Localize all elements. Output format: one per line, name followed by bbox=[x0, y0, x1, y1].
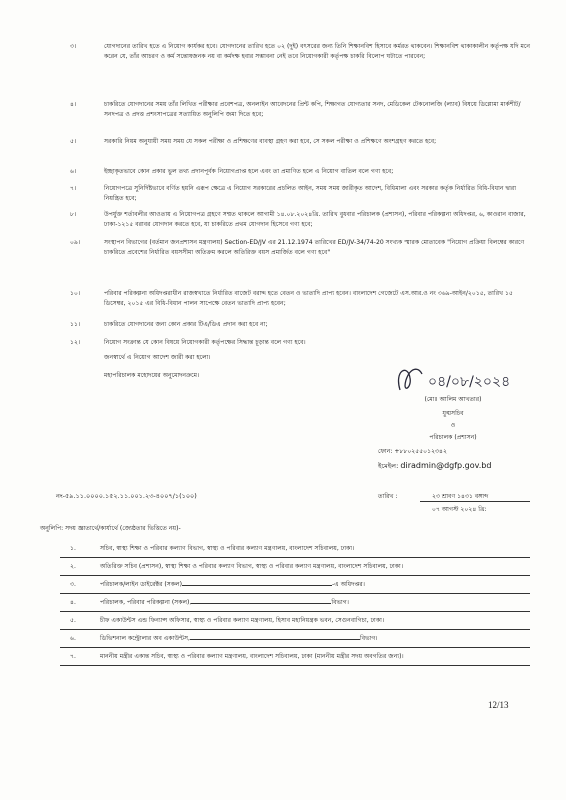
condition-text: যোগদানের তারিখ হতে এ নিয়োগ কার্যকর হবে। যোগদানের তারিখ হতে ০২ (দুই) বৎসরের জন্য তিনি শিক্ষানবিশ হিসাবে কর্মরত থাকবেন। শিক্ষানবিশ থাকাকালীন কর্তৃপক্ষ যদি মনে করেন যে, তাঁর আচরণ ও কর্ম সন্তোষজনক নয় বা কর্মদক্ষ হবার সম্ভাবনা নেই তবে নিয়োগকারী কর্তৃপক্ষ চাকরি বিলোপ ঘটাতে পারবেন; bbox=[104, 43, 530, 60]
cc-heading-text: অনুলিপি: সদয় জ্ঞাতার্থে/কার্যার্থে (জ্যেষ্ঠতার ভিত্তিতে নয়)- bbox=[40, 525, 181, 532]
signatory-title: যুগ্মসচিব bbox=[442, 410, 464, 417]
condition-number: ০৯। bbox=[70, 239, 81, 246]
signatory-name: (মোঃ আলিম আখতার) bbox=[424, 396, 482, 403]
blank-line bbox=[190, 639, 360, 640]
cc-divider bbox=[60, 647, 530, 648]
cc-divider bbox=[60, 611, 530, 612]
cc-divider bbox=[60, 575, 530, 576]
email-label: ইমেইল: bbox=[378, 462, 399, 470]
condition-text: চাকরিতে যোগদানের সময় তাঁর লিখিত পরীক্ষার প্রবেশপত্র, অনলাইন আবেদনের প্রিন্ট কপি, শিক্ষাগত যোগ্যতার সনদ, মেডিকেল টেকনোলজি (ল্যাব) বিষয়ে ডিপ্লোমা মার্কশীট/সনদপত্র ও প্রদত্ত প্রশংসাপত্রের সত্যায়িত অনুলিপি জমা দিতে হবে; bbox=[104, 101, 521, 118]
signature-date: ০৪/০৮/২০২৪ bbox=[428, 374, 511, 390]
condition-text: উপর্যুক্ত শর্তাবলীর আওতায় এ নিয়োগপত্র গ্রহণে সম্মত থাকলে আগামী ১৪.০৮.২০২৪খ্রি. তারিখ বুধবার পরিচালক (প্রশাসন), পরিবার পরিকল্পনা অধিদপ্তর, ৬, কাওরান বাজার, ঢাকা-১২১৫ বরাবর যোগদান করতে হবে, যা চাকরিতে প্রথম যোগদান হিসেবে গণ্য হবে; bbox=[104, 211, 526, 228]
condition-number: ১২। bbox=[70, 339, 81, 346]
cc-divider bbox=[60, 593, 530, 594]
condition-text: নিয়োগপত্রে সুনির্দিষ্টভাবে বর্ণিত হয়নি এরূপ ক্ষেত্রে এ নিয়োগ সরকারের প্রচলিত আইন, সময় সময় জারীকৃত আদেশ, বিধিমালা এবং সরকার কর্তৃক নির্ধারিত বিধি-বিধান দ্বারা নিয়ন্ত্রিত হবে; bbox=[104, 185, 516, 202]
closing-line-2: মহাপরিচালক মহোদয়ের অনুমোদনক্রমে। bbox=[104, 372, 200, 379]
memo-number: নং-৫৯.১১.০০০০.১৫২.১১.০০১.২৩-৪০০৭/১(১০০) bbox=[56, 492, 197, 500]
cc-divider bbox=[60, 557, 530, 558]
condition-number: ৭। bbox=[70, 185, 77, 192]
date-bangla: ২৩ শ্রাবণ ১৪৩১ বঙ্গাব্দ bbox=[432, 493, 489, 500]
condition-text: চাকরিতে যোগদানের জন্য কোন প্রকার টিএ/ডিএ প্রদান করা হবে না; bbox=[104, 321, 268, 328]
blank-line bbox=[191, 603, 331, 604]
cc-divider bbox=[60, 665, 530, 666]
condition-text: নিয়োগ সংক্রান্ত যে কোন বিষয়ে নিয়োগকারী কর্তৃপক্ষের সিদ্ধান্ত চূড়ান্ত বলে গণ্য হবে। bbox=[104, 339, 306, 346]
blank-line bbox=[182, 585, 332, 586]
email-value: diradmin@dgfp.gov.bd bbox=[400, 461, 492, 470]
cc-heading bbox=[40, 524, 530, 534]
page-number: 12/13 bbox=[488, 700, 509, 710]
date-divider bbox=[420, 501, 530, 502]
condition-number: ১১। bbox=[70, 321, 81, 328]
signatory-and: ও bbox=[450, 422, 456, 429]
date-english: ০৭ আগস্ট ২০২৪ খ্রি: bbox=[432, 506, 487, 513]
condition-text: ইচ্ছাকৃতভাবে কোন প্রকার ভুল তথ্য প্রদানপূর্বক নিয়োগপ্রাপ্ত হলে এবং তা প্রমাণিত হলে এ নিয়োগ বাতিল বলে গণ্য হবে; bbox=[104, 168, 394, 175]
date-label: তারিখ : bbox=[378, 493, 398, 500]
condition-number: ৩। bbox=[70, 43, 77, 50]
phone-label: ফোন: bbox=[378, 448, 393, 455]
condition-number: ৮। bbox=[70, 211, 77, 218]
cc-divider bbox=[60, 629, 530, 630]
condition-number: ৪। bbox=[70, 101, 77, 108]
condition-number: ১০। bbox=[70, 290, 81, 297]
phone-row bbox=[378, 446, 528, 457]
phone-value: +৮৮০২৫৫০১২৩৪২ bbox=[394, 448, 447, 455]
condition-text: সরকারি নিয়ম অনুযায়ী সময় সময় যে সকল পরীক্ষা ও প্রশিক্ষণের ব্যবস্থা গ্রহণ করা হবে, সে সকল পরীক্ষা ও প্রশিক্ষণে অংশগ্রহণ করতে হবে; bbox=[104, 138, 437, 145]
document-page: ৩। যোগদানের তারিখ হতে এ নিয়োগ কার্যকর হবে। যোগদানের তারিখ হতে ০২ (দুই) বৎসরের জন্য তিনি শিক্ষানবিশ হিসাবে কর্মরত থাকবেন। শিক্ষানবিশ থাকাকালীন কর্তৃপক্ষ যদি মনে করেন যে, তাঁর আচরণ ও কর্ম সন্তোষজনক নয় বা কর্মদক্ষ হবার সম্ভাবনা নেই তবে নিয়োগকারী কর্তৃপক্ষ চাকরি বিলোপ ঘটাতে পারবেন; ৪। চাকরিতে যোগদানের সময় তাঁর লিখিত পরীক্ষার প্রবেশপত্র, অনলাইন আবেদনের প্রিন্ট কপি, শিক্ষাগত যোগ্যতার সনদ, মেডিকেল টেকনোলজি (ল্যাব) বিষয়ে ডিপ্লোমা মার্কশীট/সনদপত্র ও প্রদত্ত প্রশংসাপত্রের সত্যায়িত অনুলিপি জমা দিতে হবে; ৫। সরকারি নিয়ম অনুযায়ী সময় সময় যে সকল পরীক্ষা ও প্রশিক্ষণের ব্যবস্থা গ্রহণ করা হবে, সে সকল পরীক্ষা ও প্রশিক্ষণে অংশগ্রহণ করতে হবে; ৬। ইচ্ছাকৃতভাবে কোন প্রকার ভুল তথ্য প্রদানপূর্বক নিয়োগপ্রাপ্ত হলে এবং তা প্রমাণিত হলে এ নিয়োগ বাতিল বলে গণ্য হবে; ৭। নিয়োগপত্রে সুনির্দিষ্টভাবে বর্ণিত হয়নি এরূপ ক্ষেত্রে এ নিয়োগ সরকারের প্রচলিত আইন, সময় সময় জারীকৃত আদেশ, বিধিমালা এবং সরকার কর্তৃক নির্ধারিত বিধি-বিধান দ্বারা নিয়ন্ত্রিত হবে; ৮। উপর্যুক্ত শর্তাবলীর আওতায় এ নিয়োগপত্র গ্রহণে সম্মত থাকলে আগামী ১৪.০৮.২০২৪খ্রি. তারিখ বুধবার পরিচালক (প্রশাসন), পরিবার পরিকল্পনা অধিদপ্তর, ৬, কাওরান বাজার, ঢাকা-১২১৫ বরাবর যোগদান করতে হবে, যা চাকরিতে প্রথম যোগদান হিসেবে গণ্য হবে; ০৯। সংস্থাপন বিভাগের (বর্তমান জনপ্রশাসন মন্ত্রণালয়) Section-ED/JV এর 21.12.1974 তারিখের ED/JV-34/74-20 সংখ্যক স্মারক মোতাবেক "নিয়োগ প্রক্রিয়া বিলম্বের কারণে চাকরিতে প্রবেশের নির্ধারিত বয়সসীমা অতিক্রম করলে অতিরিক্ত বয়স প্রমার্জিত বলে গণ্য হবে" ১০। পরিবার পরিকল্পনা অধিদপ্তরাধীন রাজস্বখাতে নির্ধারিত বাজেট বরাদ্দ হতে বেতন ও ভাতাদি প্রাপ্য হবেন। বাংলাদেশ গেজেটে এস.আর.ও নং ৩৬৯-আইন/২০১৫, তারিখ ১৫ ডিসেম্বর, ২০১৫ এর বিধি-বিধান পালন সাপেক্ষে বেতন ভাতাদি প্রাপ্য হবেন; ১১। চাকরিতে যোগদানের জন্য কোন প্রকার টিএ/ডিএ প্রদান করা হবে না; ১২। নিয়োগ সংক্রান্ত যে কোন বিষয়ে নিয়োগকারী কর্তৃপক্ষের সিদ্ধান্ত চূড়ান্ত বলে গণ্য হবে। জনস্বার্থে এ নিয়োগ আদেশ জারী করা হলো। মহাপরিচালক মহোদয়ের অনুমোদনক্রমে। ০৪/০৮/২০২৪ (মোঃ আলিম আখতার) যুগ্মসচিব ও পরিচালক (প্রশাসন) ফোন: +৮৮০২৫৫০১২৩৪২ ইমেইল: diradmin@dgfp.gov.bd নং-৫৯.১১.০০০০.১৫২.১১.০০১.২৩-৪০০৭/১(১০০) তারিখ : ২৩ শ্রাবণ ১৪৩১ বঙ্গাব্দ ০৭ আগস্ট ২০২৪ খ্রি: অনুলিপি: সদয় জ্ঞাতার্থে/কার্যার্থে (জ্যেষ্ঠতার ভিত্তিতে নয়)- ১. সচিব, স্বাস্থ্য শিক্ষা ও পরিবার কল্যাণ বিভাগ, স্বাস্থ্য ও পরিবার কল্যাণ মন্ত্রণালয়, বাংলাদেশ সচিবালয়, ঢাকা। ২. অতিরিক্ত সচিব (প্রশাসন), স্বাস্থ্য শিক্ষা ও পরিবার কল্যাণ বিভাগ, স্বাস্থ্য ও পরিবার কল্যাণ মন্ত্রণালয়, বাংলাদেশ সচিবালয়, ঢাকা। ৩. পরিচালক/লাইন ডাইরেক্টর (সকল) -এ অধিদপ্তর। ৪. পরিচালক, পরিবার পরিকল্পনা (সকল), বিভাগ। ৫. চীফ একাউন্টস এন্ড ফিন্যান্স অফিসার, স্বাস্থ্য ও পরিবার কল্যাণ মন্ত্রণালয়, হিসাব মহানিয়ন্ত্রক ভবন, সেগুনবাগিচা, ঢাকা। ৬. ডিভিশনাল কন্ট্রোলার অব একাউন্টস, বিভাগ। ৭. মাননীয় মন্ত্রীর একান্ত সচিব, স্বাস্থ্য ও পরিবার কল্যাণ মন্ত্রণালয়, বাংলাদেশ সচিবালয়, ঢাকা (মাননীয় মন্ত্রীর সদয় অবগতির জন্য)। 12/13 bbox=[0, 0, 566, 800]
closing-line-1: জনস্বার্থে এ নিয়োগ আদেশ জারী করা হলো। bbox=[104, 354, 211, 361]
condition-text: পরিবার পরিকল্পনা অধিদপ্তরাধীন রাজস্বখাতে নির্ধারিত বাজেট বরাদ্দ হতে বেতন ও ভাতাদি প্রাপ্য হবেন। বাংলাদেশ গেজেটে এস.আর.ও নং ৩৬৯-আইন/২০১৫, তারিখ ১৫ ডিসেম্বর, ২০১৫ এর বিধি-বিধান পালন সাপেক্ষে বেতন ভাতাদি প্রাপ্য হবেন; bbox=[104, 290, 513, 307]
condition-text: সংস্থাপন বিভাগের (বর্তমান জনপ্রশাসন মন্ত্রণালয়) Section-ED/JV এর 21.12.1974 তারিখের ED/JV-34/74-20 সংখ্যক স্মারক মোতাবেক "নিয়োগ প্রক্রিয়া বিলম্বের কারণে চাকরিতে প্রবেশের নির্ধারিত বয়সসীমা অতিক্রম করলে অতিরিক্ত বয়স প্রমার্জিত বলে গণ্য হবে" bbox=[104, 239, 525, 256]
condition-number: ৫। bbox=[70, 138, 77, 145]
condition-number: ৬। bbox=[70, 168, 77, 175]
email-row bbox=[378, 460, 538, 472]
signatory-designation: পরিচালক (প্রশাসন) bbox=[429, 434, 477, 441]
